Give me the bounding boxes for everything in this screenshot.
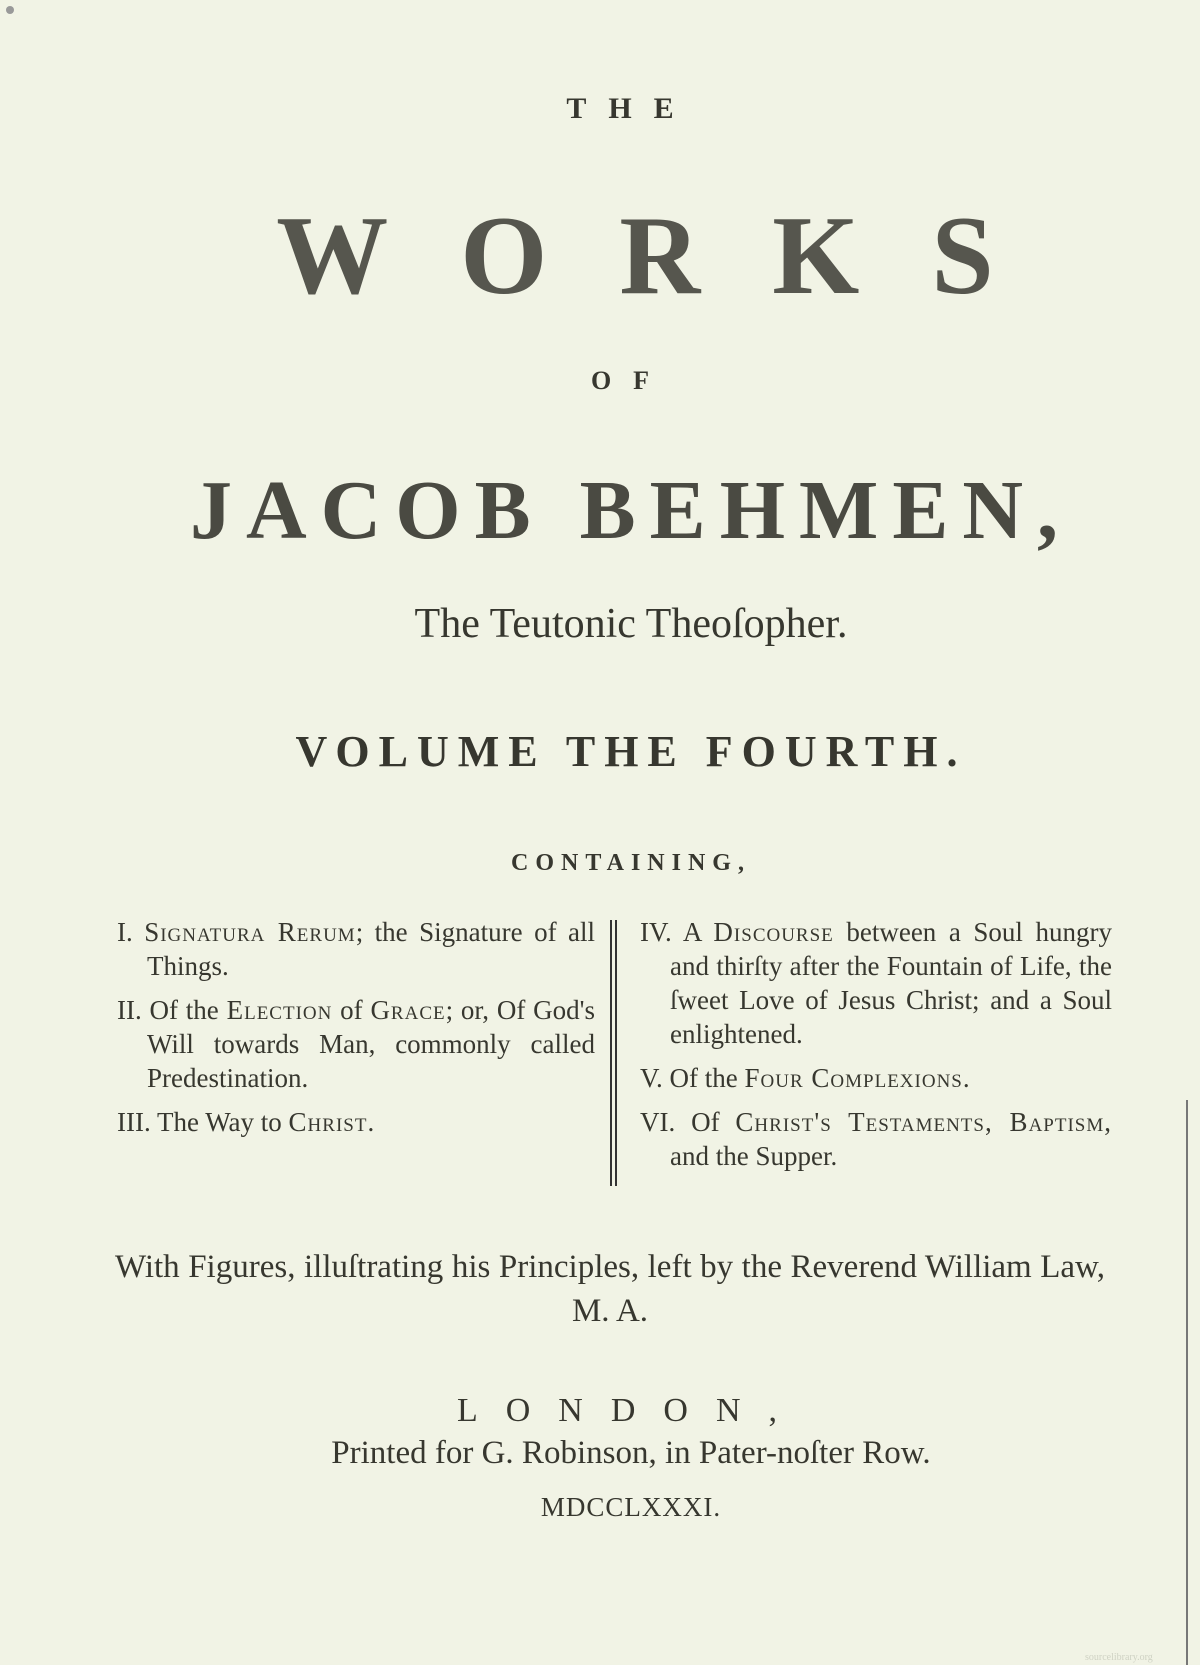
author-name: JACOB BEHMEN, bbox=[189, 464, 1073, 557]
imprint-year: MDCCLXXXI. bbox=[540, 1492, 722, 1522]
contents-item: V. Of the Four Complexions. bbox=[640, 1063, 970, 1093]
contents-item: II. Of the Election of Grace; or, Of God's Will towards Man, commonly called Predestination. bbox=[117, 995, 595, 1093]
contents-item: IV. A Discourse between a Soul hungry and thirſty after the Fountain of Life, the ſweet Love of Jesus Christ; and a Soul enlightened. bbox=[640, 917, 1112, 1049]
contents-left-column bbox=[117, 915, 595, 1149]
column-divider bbox=[610, 920, 617, 1186]
page-edge bbox=[1186, 1100, 1188, 1665]
volume-heading: VOLUME THE FOURTH. bbox=[295, 727, 967, 776]
title-works: WORKS bbox=[276, 194, 1066, 318]
contents-item: VI. Of Christ's Testaments, Baptism, and the Supper. bbox=[640, 1107, 1112, 1171]
corner-mark bbox=[6, 6, 14, 14]
imprint-printer: Printed for G. Robinson, in Pater-noſter Row. bbox=[331, 1435, 931, 1471]
title-of: OF bbox=[590, 366, 672, 395]
contents-item: III. The Way to Christ. bbox=[117, 1107, 375, 1137]
imprint-place: LONDON, bbox=[456, 1392, 806, 1429]
author-subtitle: The Teutonic Theoſopher. bbox=[414, 601, 848, 647]
containing-heading: CONTAINING, bbox=[511, 850, 751, 876]
contents-item: I. Signatura Rerum; the Signature of all Things. bbox=[117, 917, 596, 981]
watermark: sourcelibrary.org bbox=[1085, 1652, 1153, 1663]
contents-right-column bbox=[640, 915, 1112, 1183]
title-the: THE bbox=[566, 92, 696, 125]
figures-note: With Figures, illuſtrating his Principles, left by the Reverend William Law, M. A. bbox=[115, 1249, 1105, 1329]
